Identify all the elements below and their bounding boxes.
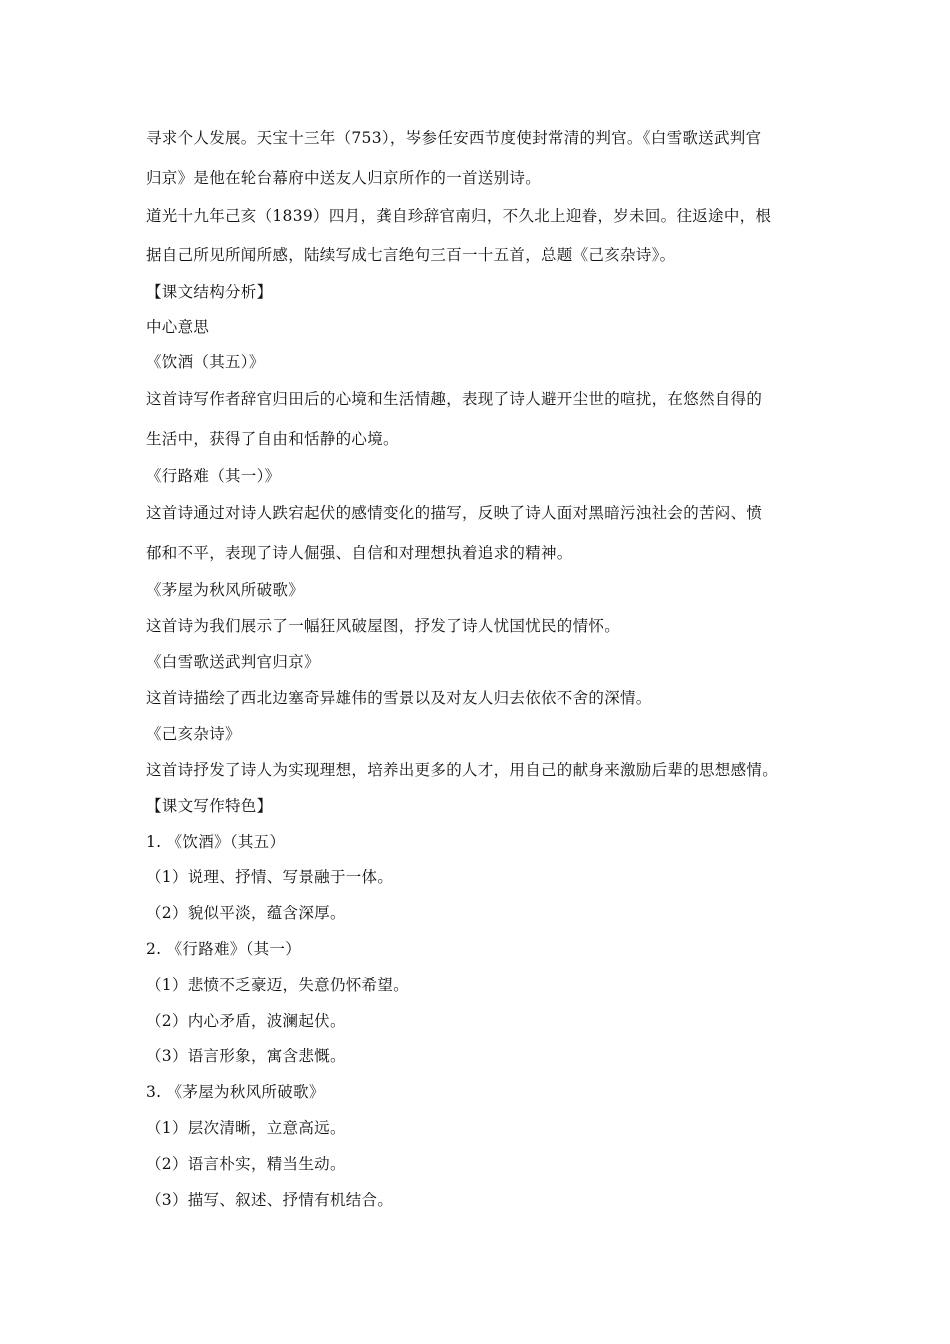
list-item: （2）貌似平淡，蕴含深厚。 [146, 904, 346, 922]
paragraph-line: 道光十九年己亥（1839）四月，龚自珍辞官南归，不久北上迎眷，岁未回。往返途中，根 [146, 207, 772, 225]
paragraph-line: 据自己所见所闻所感，陆续写成七言绝句三百一十五首，总题《己亥杂诗》。 [146, 246, 676, 264]
list-item: （1）说理、抒情、写景融于一体。 [146, 868, 394, 886]
poem-title: 《茅屋为秋风所破歌》 [146, 581, 305, 599]
paragraph-line: 归京》是他在轮台幕府中送友人归京所作的一首送别诗。 [146, 169, 542, 187]
poem-title: 《行路难（其一）》 [146, 467, 281, 485]
list-item: （2）内心矛盾，波澜起伏。 [146, 1012, 346, 1030]
paragraph-line: 这首诗描绘了西北边塞奇异雄伟的雪景以及对友人归去依依不舍的深情。 [146, 689, 652, 707]
list-heading: 2. 《行路难》（其一） [146, 940, 302, 958]
list-item: （1）悲愤不乏豪迈，失意仍怀希望。 [146, 976, 409, 994]
poem-title: 《白雪歌送武判官归京》 [146, 653, 320, 671]
paragraph-line: 郁和不平，表现了诗人倔强、自信和对理想执着追求的精神。 [146, 544, 573, 562]
list-item: （3）描写、叙述、抒情有机结合。 [146, 1191, 394, 1209]
paragraph-line: 这首诗抒发了诗人为实现理想，培养出更多的人才，用自己的献身来激励后辈的思想感情。 [146, 761, 779, 779]
poem-title: 《饮酒（其五）》 [146, 353, 265, 371]
list-heading: 1. 《饮酒》（其五） [146, 833, 286, 851]
subheading: 中心意思 [146, 318, 210, 336]
paragraph-line: 这首诗为我们展示了一幅狂风破屋图，抒发了诗人忧国忧民的情怀。 [146, 617, 621, 635]
paragraph-line: 寻求个人发展。天宝十三年（753），岑参任安西节度使封常清的判官。《白雪歌送武判官 [146, 129, 762, 147]
paragraph-line: 生活中，获得了自由和恬静的心境。 [146, 430, 399, 448]
poem-title: 《己亥杂诗》 [146, 725, 241, 743]
list-item: （2）语言朴实，精当生动。 [146, 1155, 346, 1173]
list-item: （1）层次清晰，立意高远。 [146, 1119, 346, 1137]
section-heading: 【课文结构分析】 [146, 283, 273, 301]
section-heading: 【课文写作特色】 [146, 797, 273, 815]
paragraph-line: 这首诗写作者辞官归田后的心境和生活情趣，表现了诗人避开尘世的喧扰，在悠然自得的 [146, 390, 763, 408]
paragraph-line: 这首诗通过对诗人跌宕起伏的感情变化的描写，反映了诗人面对黑暗污浊社会的苦闷、愤 [146, 504, 763, 522]
list-item: （3）语言形象，寓含悲慨。 [146, 1047, 346, 1065]
list-heading: 3. 《茅屋为秋风所破歌》 [146, 1083, 325, 1101]
